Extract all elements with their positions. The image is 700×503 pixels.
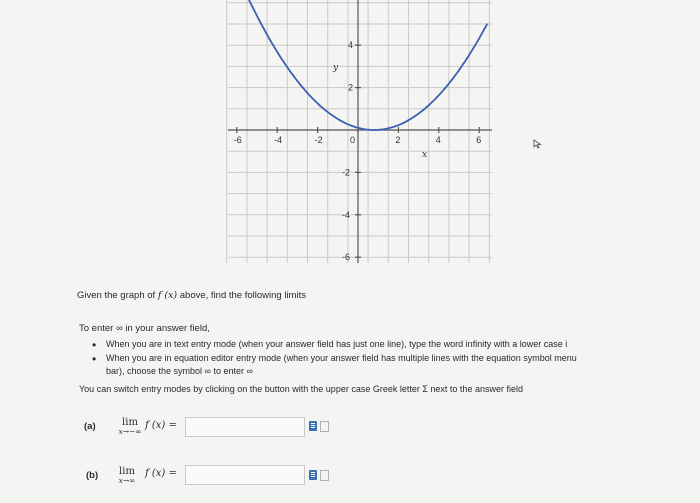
lim-label: lim xyxy=(122,417,138,428)
intro-text xyxy=(77,290,306,301)
instr-suffix: in your answer field, xyxy=(125,323,210,334)
x-tick-label: 4 xyxy=(435,135,441,145)
bullet-equation-editor: • When you are in equation editor entry mode (when your answer field has multiple lines with the equation symbol menu xyxy=(106,353,577,363)
intro-prefix: Given the graph of xyxy=(77,290,156,301)
question-b-limit xyxy=(112,466,142,485)
switch-modes-text: You can switch entry modes by clicking on the button with the upper case Greek letter Σ next to the answer field xyxy=(79,384,523,394)
lim-label: lim xyxy=(119,466,135,477)
equation-editor-icon[interactable] xyxy=(309,421,317,431)
instr-prefix: To enter xyxy=(79,323,114,334)
y-tick-label: 2 xyxy=(348,82,354,93)
y-tick-label: -6 xyxy=(342,252,351,263)
y-tick-label: -4 xyxy=(342,209,351,220)
lim-subscript: x→∞ xyxy=(118,476,136,485)
x-tick-label: 0 xyxy=(350,135,356,145)
question-b-expression: f (x) = xyxy=(145,468,177,479)
x-tick-label: 2 xyxy=(395,135,401,145)
x-tick-label: -4 xyxy=(274,135,283,145)
equation-editor-icon[interactable] xyxy=(309,470,317,480)
intro-suffix: above, find the following limits xyxy=(179,290,306,301)
x-tick-label: 6 xyxy=(476,135,482,145)
infinity-symbol: ∞ xyxy=(115,323,123,334)
question-a-expression: f (x) = xyxy=(145,420,177,431)
question-a-label: (a) xyxy=(84,421,96,432)
y-tick-label: 4 xyxy=(348,40,354,51)
intro-function: f (x) xyxy=(157,290,178,301)
mouse-cursor-icon xyxy=(533,139,542,149)
x-tick-label: -2 xyxy=(314,135,323,145)
answer-field-a[interactable] xyxy=(185,417,305,437)
bullet-equation-editor-cont: bar), choose the symbol ∞ to enter ∞ xyxy=(106,366,253,376)
y-tick-label: -2 xyxy=(342,167,351,178)
question-a-limit xyxy=(113,417,147,436)
instructions-intro xyxy=(79,323,210,334)
preview-icon[interactable] xyxy=(320,421,329,432)
x-axis-label: x xyxy=(422,150,428,160)
y-axis-label: y xyxy=(333,63,339,73)
question-b-label: (b) xyxy=(86,470,99,481)
bullet-text-entry: • When you are in text entry mode (when your answer field has just one line), type the word infinity with a lower case i xyxy=(106,339,567,349)
x-tick-label: -6 xyxy=(233,135,242,145)
lim-subscript: x→−∞ xyxy=(118,427,142,436)
answer-field-b[interactable] xyxy=(185,465,305,485)
graph-grid xyxy=(227,0,492,263)
preview-icon[interactable] xyxy=(320,470,329,481)
